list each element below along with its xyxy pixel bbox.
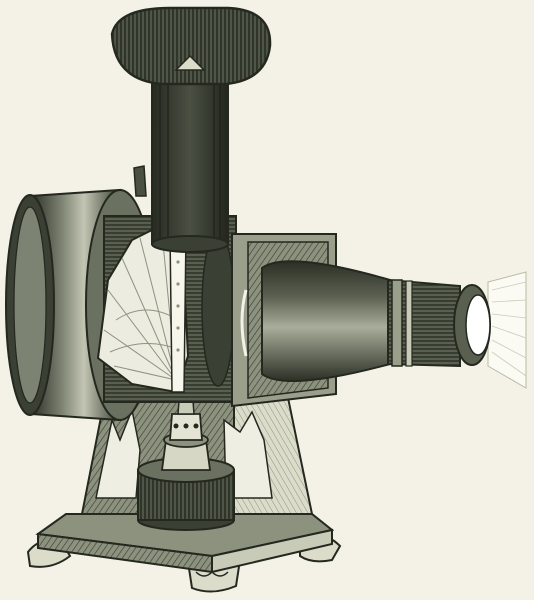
- lens-tube: [262, 261, 490, 381]
- chimney: [152, 70, 228, 252]
- chimney-cap: [112, 8, 270, 84]
- light-beam: [488, 272, 526, 388]
